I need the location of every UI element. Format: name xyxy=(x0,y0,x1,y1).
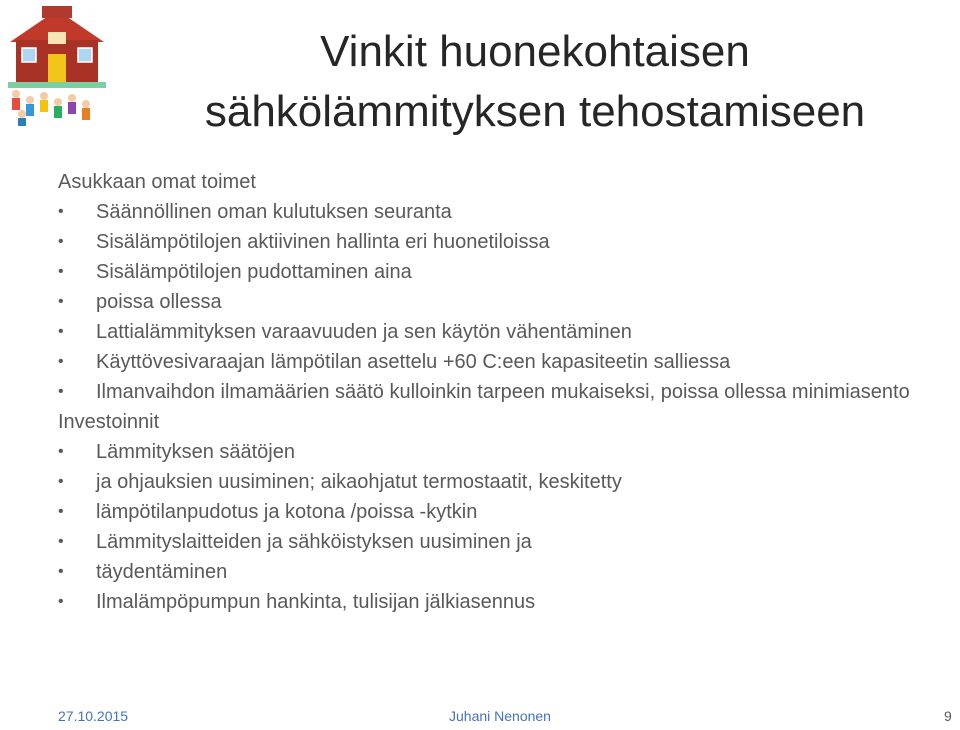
slide-content xyxy=(58,170,938,620)
list-item xyxy=(58,380,938,404)
slide-title-line-2: sähkölämmityksen tehostamiseen xyxy=(204,87,866,136)
slide-title-line-1: Vinkit huonekohtaisen xyxy=(320,27,750,76)
list-item-text: täydentäminen xyxy=(96,561,228,583)
own-actions-list xyxy=(58,200,938,404)
list-item-text: poissa ollessa xyxy=(96,291,222,313)
school-house-logo-icon xyxy=(2,2,112,127)
list-item xyxy=(58,200,938,224)
list-item xyxy=(58,230,938,254)
list-item xyxy=(58,290,938,314)
investments-list xyxy=(58,440,938,614)
list-item-text: lämpötilanpudotus ja kotona /poissa -kytkin xyxy=(96,501,478,523)
list-item-text: Lattialämmityksen varaavuuden ja sen käytön vähentäminen xyxy=(96,321,632,343)
footer-date: 27.10.2015 xyxy=(58,708,129,724)
bullet-dot-icon: • xyxy=(58,323,64,340)
list-item-text: Lämmityslaitteiden ja sähköistyksen uusiminen ja xyxy=(96,531,532,553)
list-item-text: Säännöllinen oman kulutuksen seuranta xyxy=(96,201,452,223)
list-item xyxy=(58,350,938,374)
list-item xyxy=(58,260,938,284)
bullet-dot-icon: • xyxy=(58,473,64,490)
list-item xyxy=(58,320,938,344)
bullet-dot-icon: • xyxy=(58,353,64,370)
bullet-dot-icon: • xyxy=(58,503,64,520)
list-item xyxy=(58,530,938,554)
slide-number: 9 xyxy=(944,708,952,724)
list-item-text: Ilmanvaihdon ilmamäärien säätö kulloinkin tarpeen mukaiseksi, poissa ollessa minimiasento xyxy=(96,381,910,403)
section-heading-own-actions: Asukkaan omat toimet xyxy=(58,171,256,193)
section-heading-investments: Investoinnit xyxy=(58,411,160,433)
list-item-text: Sisälämpötilojen pudottaminen aina xyxy=(96,261,412,283)
list-item xyxy=(58,470,938,494)
list-item-text: Sisälämpötilojen aktiivinen hallinta eri huonetiloissa xyxy=(96,231,550,253)
list-item-text: Käyttövesivaraajan lämpötilan asettelu +60 C:een kapasiteetin salliessa xyxy=(96,351,731,373)
list-item xyxy=(58,590,938,614)
bullet-dot-icon: • xyxy=(58,263,64,280)
bullet-dot-icon: • xyxy=(58,233,64,250)
footer-author: Juhani Nenonen xyxy=(449,708,551,724)
slide-title xyxy=(110,22,960,142)
bullet-dot-icon: • xyxy=(58,383,64,400)
bullet-dot-icon: • xyxy=(58,533,64,550)
bullet-dot-icon: • xyxy=(58,443,64,460)
list-item-text: Ilmalämpöpumpun hankinta, tulisijan jälkiasennus xyxy=(96,591,536,613)
bullet-dot-icon: • xyxy=(58,563,64,580)
list-item xyxy=(58,560,938,584)
bullet-dot-icon: • xyxy=(58,203,64,220)
list-item xyxy=(58,500,938,524)
list-item-text: ja ohjauksien uusiminen; aikaohjatut termostaatit, keskitetty xyxy=(96,471,622,493)
bullet-dot-icon: • xyxy=(58,593,64,610)
list-item xyxy=(58,440,938,464)
list-item-text: Lämmityksen säätöjen xyxy=(96,441,295,463)
bullet-dot-icon: • xyxy=(58,293,64,310)
